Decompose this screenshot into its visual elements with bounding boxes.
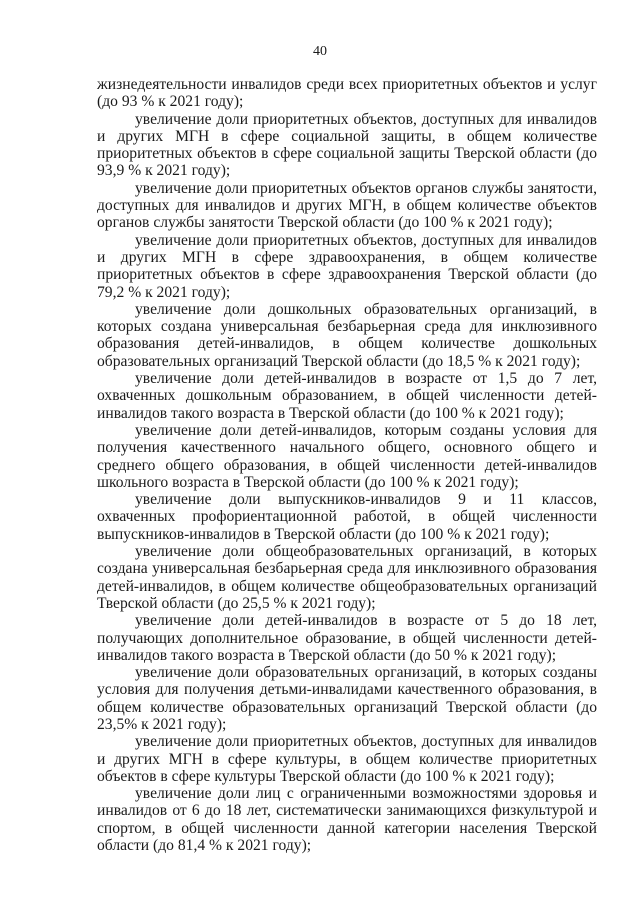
paragraph-career-guidance: увеличение доли выпускников-инвалидов 9 и 11 классов, охваченных профориентационной работой, в общей численности выпускников-инвалидов в Тверской области (до 100 % к 2021 году); (97, 491, 597, 543)
paragraph-social-protection: увеличение доли приоритетных объектов, доступных для инвалидов и других МГН в сфере социальной защиты, в общем количестве приоритетных объектов в сфере социальной защиты Тверской области (до 93,9 % к 2021 году); (97, 110, 597, 180)
paragraph-culture: увеличение доли приоритетных объектов, доступных для инвалидов и других МГН в сфере культуры, в общем количестве приоритетных объектов в сфере культуры Тверской области (до 100 % к 2021 году); (97, 733, 597, 785)
paragraph-additional-education: увеличение доли детей-инвалидов в возрасте от 5 до 18 лет, получающих дополнительное образование, в общей численности детей-инвалидов такого возраста в Тверской области (до 50 % к 2021 году); (97, 612, 597, 664)
paragraph-sports: увеличение доли лиц с ограниченными возможностями здоровья и инвалидов от 6 до 18 лет, систематически занимающихся физкультурой и спортом, в общей численности данной категории населения Тверской области (до 81,4 % к 2021 году); (97, 785, 597, 855)
page-number: 40 (313, 44, 327, 59)
paragraph-educational-organizations: увеличение доли образовательных организаций, в которых созданы условия для получения детьми-инвалидами качественного образования, в общем количестве образовательных организаций Тверской области (до 23,5% к 2021 году); (97, 664, 597, 733)
paragraph-healthcare: увеличение доли приоритетных объектов, доступных для инвалидов и других МГН в сфере здравоохранения, в общем количестве приоритетных объектов в сфере здравоохранения Тверской области (до 79,2 % к 2021 году); (97, 231, 597, 301)
paragraph-employment-service: увеличение доли приоритетных объектов органов службы занятости, доступных для инвалидов и других МГН, в общем количестве объектов органов службы занятости Тверской области (до 100 % к 2021 году); (97, 179, 597, 232)
paragraph-school-education: увеличение доли детей-инвалидов, которым созданы условия для получения качественного начального общего, основного общего и среднего общего образования, в общей численности детей-инвалидов школьного возраста в Тверской области (до 100 % к 2021 году); (97, 421, 597, 491)
paragraph-general-education-organizations: увеличение доли общеобразовательных организаций, в которых создана универсальная безбарьерная среда для инклюзивного образования детей-инвалидов, в общем количестве общеобразовательных организаций Тверской области (до 25,5 % к 2021 году); (97, 543, 597, 612)
document-body (97, 76, 597, 854)
paragraph-preschool-children: увеличение доли детей-инвалидов в возрасте от 1,5 до 7 лет, охваченных дошкольным образованием, в общей численности детей-инвалидов такого возраста в Тверской области (до 100 % к 2021 году); (97, 370, 597, 422)
paragraph-continuation: жизнедеятельности инвалидов среди всех приоритетных объектов и услуг (до 93 % к 2021 году); (97, 76, 597, 111)
paragraph-preschool-organizations: увеличение доли дошкольных образовательных организаций, в которых создана универсальная безбарьерная среда для инклюзивного образования детей-инвалидов, в общем количестве дошкольных образовательных организаций Тверской области (до 18,5 % к 2021 году); (97, 300, 597, 370)
